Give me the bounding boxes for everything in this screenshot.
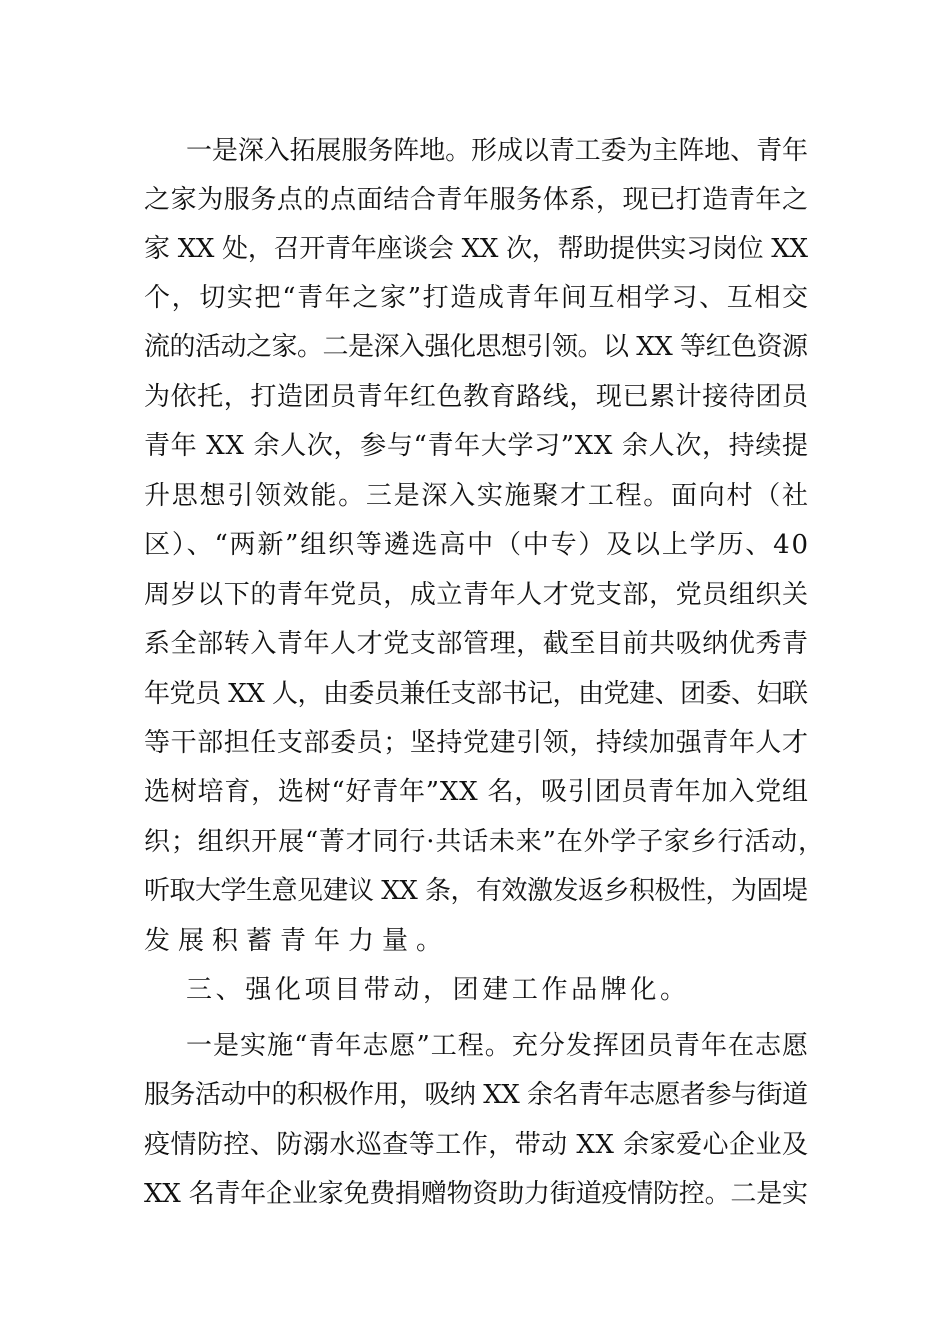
paragraph-line: 织；组织开展“菁才同行·共话未来”在外学子家乡行活动， <box>144 827 825 857</box>
paragraph-line: 一是深入拓展服务阵地。形成以青工委为主阵地、青年 <box>186 136 808 166</box>
paragraph-line: 听取大学生意见建议 XX 条，有效激发返乡积极性，为固堤 <box>144 876 808 906</box>
paragraph-line: 发展积蓄青年力量。 <box>144 926 451 956</box>
section-heading: 三、强化项目带动，团建工作品牌化。 <box>186 975 690 1005</box>
paragraph-line: 流的活动之家。二是深入强化思想引领。以 XX 等红色资源 <box>144 332 808 362</box>
paragraph-line: 之家为服务点的点面结合青年服务体系，现已打造青年之 <box>144 185 809 215</box>
paragraph-line: 家 XX 处，召开青年座谈会 XX 次，帮助提供实习岗位 XX <box>144 234 808 264</box>
paragraph-line: 等干部担任支部委员；坚持党建引领，持续加强青年人才 <box>144 728 809 758</box>
paragraph-line: 服务活动中的积极作用，吸纳 XX 余名青年志愿者参与街道 <box>144 1080 808 1110</box>
paragraph-line: 年党员 XX 人，由委员兼任支部书记，由党建、团委、妇联 <box>144 679 808 709</box>
paragraph-line: 区）、“两新”组织等遴选高中（中专）及以上学历、40 <box>144 530 810 560</box>
paragraph-line: 升思想引领效能。三是深入实施聚才工程。面向村（社 <box>144 481 810 511</box>
paragraph-line: 青年 XX 余人次，参与“青年大学习”XX 余人次，持续提 <box>144 431 809 461</box>
paragraph-line: 一是实施“青年志愿”工程。充分发挥团员青年在志愿 <box>186 1031 810 1061</box>
paragraph-line: 周岁以下的青年党员，成立青年人才党支部，党员组织关 <box>144 580 809 610</box>
paragraph-line: 选树培育，选树“好青年”XX 名，吸引团员青年加入党组 <box>144 777 809 807</box>
paragraph-line: 系全部转入青年人才党支部管理，截至目前共吸纳优秀青 <box>144 629 809 659</box>
paragraph-line: 为依托，打造团员青年红色教育路线，现已累计接待团员 <box>144 382 809 412</box>
paragraph-line: 疫情防控、防溺水巡查等工作，带动 XX 余家爱心企业及 <box>144 1130 809 1160</box>
paragraph-line: 个，切实把“青年之家”打造成青年间互相学习、互相交 <box>144 283 810 313</box>
paragraph-line: XX 名青年企业家免费捐赠物资助力街道疫情防控。二是实 <box>144 1179 808 1209</box>
